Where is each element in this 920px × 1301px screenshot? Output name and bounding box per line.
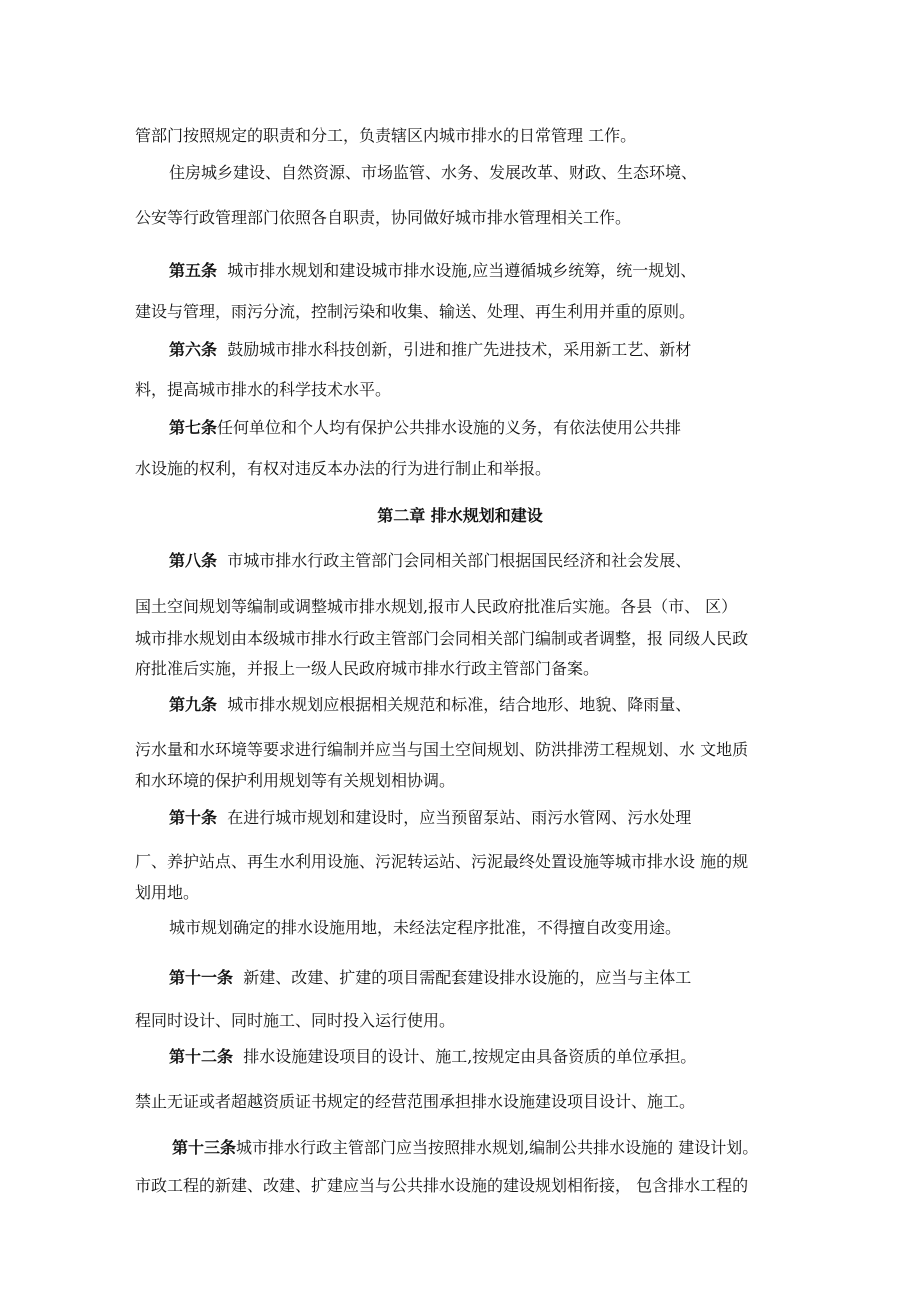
article-7-heading: 第七条 bbox=[169, 418, 218, 437]
article-10-line: 第十条 在进行城市规划和建设时，应当预留泵站、雨污水管网、污水处理 bbox=[169, 808, 692, 827]
text-line: 禁止无证或者超越资质证书规定的经营范围承担排水设施建设项目设计、施工。 bbox=[135, 1092, 696, 1111]
article-13-heading: 第十三条 bbox=[172, 1138, 237, 1157]
article-6-line: 第六条 鼓励城市排水科技创新，引进和推广先进技术，采用新工艺、新材 bbox=[169, 340, 692, 359]
text-line: 程同时设计、同时施工、同时投入运行使用。 bbox=[135, 1011, 456, 1030]
text-line: 水设施的权利，有权对违反本办法的行为进行制止和举报。 bbox=[135, 459, 552, 478]
text-line: 划用地。 bbox=[135, 883, 200, 902]
article-8-line: 第八条 市城市排水行政主管部门会同相关部门根据国民经济和社会发展、 bbox=[169, 551, 692, 570]
article-12-heading: 第十二条 bbox=[169, 1047, 234, 1066]
article-12-line: 第十二条 排水设施建设项目的设计、施工,按规定由具备资质的单位承担。 bbox=[169, 1047, 697, 1066]
text-line: 管部门按照规定的职责和分工，负责辖区内城市排水的日常管理 工作。 bbox=[135, 126, 637, 145]
article-5-heading: 第五条 bbox=[169, 261, 218, 280]
article-5-line: 第五条 城市排水规划和建设城市排水设施,应当遵循城乡统筹，统一规划、 bbox=[169, 261, 697, 280]
article-8-heading: 第八条 bbox=[169, 551, 218, 570]
article-13-line: 第十三条城市排水行政主管部门应当按照排水规划,编制公共排水设施的 建设计划。 bbox=[172, 1138, 759, 1157]
text-line: 住房城乡建设、自然资源、市场监管、水务、发展改革、财政、生态环境、 bbox=[169, 163, 698, 182]
chapter-title: 第二章 排水规划和建设 bbox=[377, 506, 543, 525]
text-line: 城市规划确定的排水设施用地，未经法定程序批准，不得擅自改变用途。 bbox=[169, 918, 682, 937]
text-line: 国土空间规划等编制或调整城市排水规划,报市人民政府批准后实施。各县（市、 区） bbox=[135, 597, 738, 616]
text-line: 污水量和水环境等要求进行编制并应当与国土空间规划、防洪排涝工程规划、水 文地质 bbox=[135, 740, 749, 759]
text-line: 厂、养护站点、再生水利用设施、污泥转运站、污泥最终处置设施等城市排水设 施的规 bbox=[135, 852, 749, 871]
article-11-line: 第十一条 新建、改建、扩建的项目需配套建设排水设施的，应当与主体工 bbox=[169, 968, 692, 987]
text-line: 城市排水规划由本级城市排水行政主管部门会同相关部门编制或者调整，报 同级人民政 bbox=[135, 629, 749, 648]
article-9-line: 第九条 城市排水规划应根据相关规范和标准，结合地形、地貌、降雨量、 bbox=[169, 695, 692, 714]
article-10-heading: 第十条 bbox=[169, 808, 218, 827]
article-6-heading: 第六条 bbox=[169, 340, 218, 359]
article-7-line: 第七条任何单位和个人均有保护公共排水设施的义务，有依法使用公共排 bbox=[169, 418, 682, 437]
text-line: 和水环境的保护利用规划等有关规划相协调。 bbox=[135, 771, 456, 790]
text-line: 料，提高城市排水的科学技术水平。 bbox=[135, 380, 392, 399]
text-line: 建设与管理，雨污分流，控制污染和收集、输送、处理、再生利用并重的原则。 bbox=[135, 302, 696, 321]
article-11-heading: 第十一条 bbox=[169, 968, 234, 987]
text-line: 市政工程的新建、改建、扩建应当与公共排水设施的建设规划相衔接， 包含排水工程的 bbox=[135, 1176, 749, 1195]
text-line: 公安等行政管理部门依照各自职责，协同做好城市排水管理相关工作。 bbox=[135, 208, 632, 227]
article-9-heading: 第九条 bbox=[169, 695, 218, 714]
text-line: 府批准后实施，并报上一级人民政府城市排水行政主管部门备案。 bbox=[135, 659, 600, 678]
